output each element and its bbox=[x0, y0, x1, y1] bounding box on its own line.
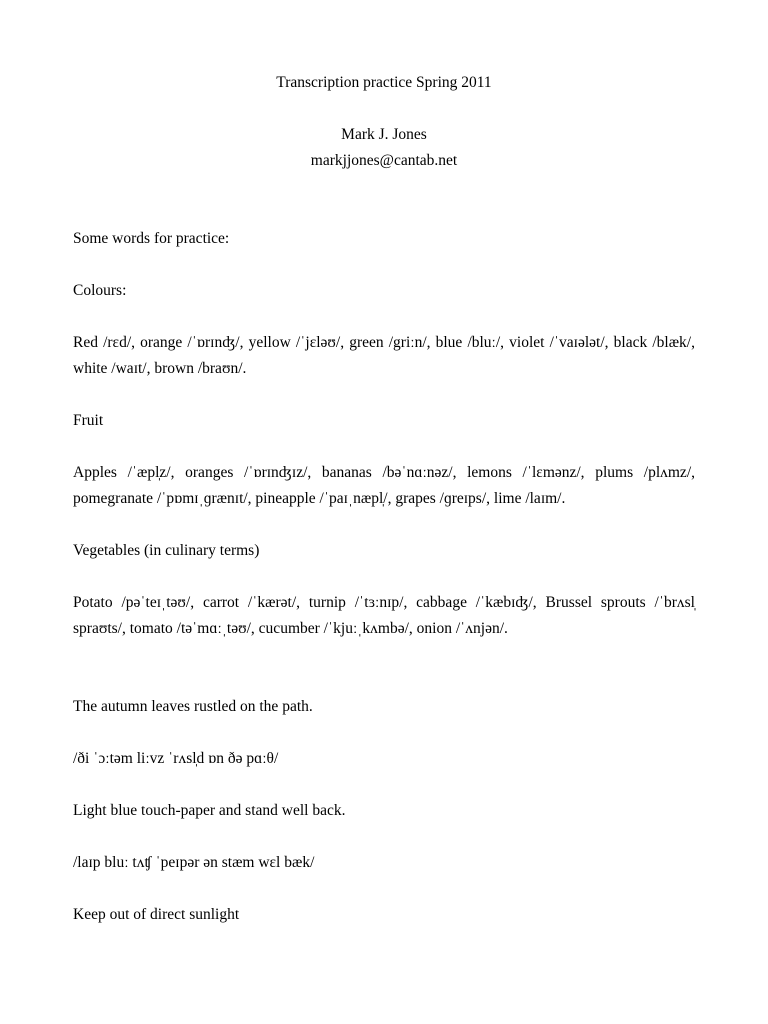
author-block bbox=[73, 122, 695, 174]
author-email: markjjones@cantab.net bbox=[310, 152, 458, 169]
section-text-fruit: Apples /ˈæpl̩z/, oranges /ˈɒrɪnʤɪz/, bananas /bəˈnɑːnəz/, lemons /ˈlɛmənz/, plums /plʌmz/, pomegranate /ˈpɒmɪˌɡrænɪt/, pineapple /ˈpaɪˌnæpl̩/, grapes /ɡreɪps/, lime /laɪm/. bbox=[73, 464, 695, 507]
sentence-2: Light blue touch-paper and stand well back. bbox=[73, 802, 346, 819]
sentence-3: Keep out of direct sunlight bbox=[73, 906, 240, 923]
section-text-colours: Red /rɛd/, orange /ˈɒrɪnʤ/, yellow /ˈjɛləʊ/, green /griːn/, blue /bluː/, violet /ˈvaɪələt/, black /blæk/, white /waɪt/, brown /braʊn/. bbox=[73, 334, 695, 377]
sentence-2-transcription: /laɪp bluː tʌʧ ˈpeɪpər ən stæm wɛl bæk/ bbox=[73, 854, 315, 871]
section-heading-vegetables: Vegetables (in culinary terms) bbox=[73, 542, 260, 559]
document-page bbox=[73, 70, 695, 928]
section-heading-colours: Colours: bbox=[73, 282, 127, 299]
sentence-1-transcription: /ði ˈɔːtəm liːvz ˈrʌsl̩d ɒn ðə pɑːθ/ bbox=[73, 750, 279, 767]
intro-text: Some words for practice: bbox=[73, 230, 230, 247]
sentence-1: The autumn leaves rustled on the path. bbox=[73, 698, 313, 715]
section-text-vegetables: Potato /pəˈteɪˌtəʊ/, carrot /ˈkærət/, turnip /ˈtɜːnɪp/, cabbage /ˈkæbɪʤ/, Brussel sprouts /ˈbrʌsl̩ spraʊts/, tomato /təˈmɑːˌtəʊ/, cucumber /ˈkjuːˌkʌmbə/, onion /ˈʌnjən/. bbox=[73, 594, 695, 637]
document-title: Transcription practice Spring 2011 bbox=[276, 74, 492, 91]
author-name: Mark J. Jones bbox=[341, 126, 427, 143]
section-heading-fruit: Fruit bbox=[73, 412, 104, 429]
